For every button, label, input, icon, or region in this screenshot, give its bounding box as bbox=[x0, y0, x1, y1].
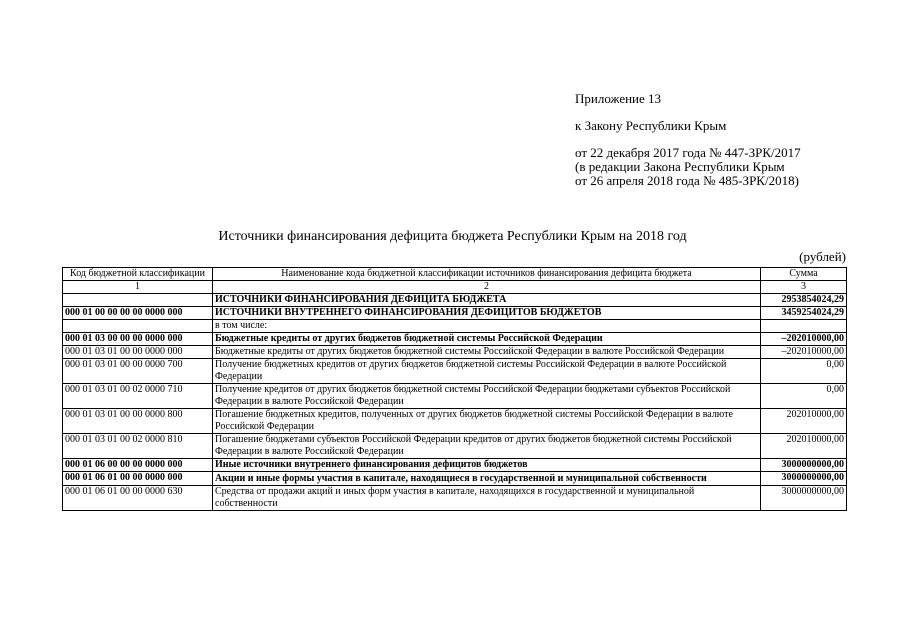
row-name: в том числе: bbox=[213, 320, 761, 333]
row-sum bbox=[761, 320, 847, 333]
row-code: 000 01 00 00 00 00 0000 000 bbox=[63, 307, 213, 320]
column-number-2: 2 bbox=[213, 281, 761, 294]
row-code: 000 01 03 01 00 02 0000 810 bbox=[63, 434, 213, 459]
row-code: 000 01 06 01 00 00 0000 630 bbox=[63, 486, 213, 511]
table-row bbox=[63, 409, 847, 434]
table-header-row bbox=[63, 268, 847, 281]
table-row bbox=[63, 333, 847, 346]
row-code: 000 01 06 01 00 00 0000 000 bbox=[63, 472, 213, 486]
appendix-line-1: Приложение 13 bbox=[575, 91, 662, 106]
row-name: Погашение бюджетами субъектов Российской Федерации кредитов от других бюджетов бюджетной системы Российской Федерации в валюте Российской Федерации bbox=[213, 434, 761, 459]
table-row bbox=[63, 472, 847, 486]
table-row bbox=[63, 486, 847, 511]
appendix-line-4: (в редакции Закона Республики Крым bbox=[575, 159, 785, 174]
row-name: Получение кредитов от других бюджетов бюджетной системы Российской Федерации бюджетами субъектов Российской Федерации в валюте Российской Федерации bbox=[213, 384, 761, 409]
table-row bbox=[63, 459, 847, 472]
appendix-line-5: от 26 апреля 2018 года № 485-ЗРК/2018) bbox=[575, 173, 799, 188]
row-sum: 0,00 bbox=[761, 384, 847, 409]
row-sum: 202010000,00 bbox=[761, 409, 847, 434]
row-sum: 3000000000,00 bbox=[761, 459, 847, 472]
row-sum: 3459254024,29 bbox=[761, 307, 847, 320]
row-name: Получение бюджетных кредитов от других бюджетов бюджетной системы Российской Федерации в валюте Российской Федерации bbox=[213, 359, 761, 384]
table-row bbox=[63, 320, 847, 333]
row-code: 000 01 03 01 00 00 0000 700 bbox=[63, 359, 213, 384]
header-name: Наименование кода бюджетной классификации источников финансирования дефицита бюджета bbox=[213, 268, 761, 281]
row-name: Иные источники внутреннего финансирования дефицитов бюджетов bbox=[213, 459, 761, 472]
row-sum: 3000000000,00 bbox=[761, 486, 847, 511]
column-number-row bbox=[63, 281, 847, 294]
page-title: Источники финансирования дефицита бюджета Республики Крым на 2018 год bbox=[218, 229, 687, 244]
table-row bbox=[63, 346, 847, 359]
row-sum: –202010000,00 bbox=[761, 346, 847, 359]
appendix-line-3: от 22 декабря 2017 года № 447-ЗРК/2017 bbox=[575, 145, 801, 160]
row-name: Средства от продажи акций и иных форм участия в капитале, находящихся в государственной и муниципальной собственности bbox=[213, 486, 761, 511]
table-body bbox=[63, 294, 847, 511]
row-sum: 0,00 bbox=[761, 359, 847, 384]
row-sum: 202010000,00 bbox=[761, 434, 847, 459]
column-number-1: 1 bbox=[63, 281, 213, 294]
unit-label: (рублей) bbox=[799, 249, 846, 264]
row-name: Погашение бюджетных кредитов, полученных от других бюджетов бюджетной системы Российской Федерации в валюте Российской Федерации bbox=[213, 409, 761, 434]
row-sum: 3000000000,00 bbox=[761, 472, 847, 486]
row-sum: 2953854024,29 bbox=[761, 294, 847, 307]
row-code bbox=[63, 294, 213, 307]
row-code: 000 01 06 00 00 00 0000 000 bbox=[63, 459, 213, 472]
row-name: ИСТОЧНИКИ ВНУТРЕННЕГО ФИНАНСИРОВАНИЯ ДЕФИЦИТОВ БЮДЖЕТОВ bbox=[213, 307, 761, 320]
row-code: 000 01 03 01 00 00 0000 800 bbox=[63, 409, 213, 434]
appendix-line-2: к Закону Республики Крым bbox=[575, 118, 727, 133]
header-code: Код бюджетной классификации bbox=[63, 268, 213, 281]
appendix-block bbox=[575, 92, 801, 188]
row-code: 000 01 03 01 00 00 0000 000 bbox=[63, 346, 213, 359]
row-name: Бюджетные кредиты от других бюджетов бюджетной системы Российской Федерации bbox=[213, 333, 761, 346]
row-code: 000 01 03 00 00 00 0000 000 bbox=[63, 333, 213, 346]
column-number-3: 3 bbox=[761, 281, 847, 294]
row-sum: –202010000,00 bbox=[761, 333, 847, 346]
table-row bbox=[63, 307, 847, 320]
table-row bbox=[63, 294, 847, 307]
row-name: Акции и иные формы участия в капитале, находящиеся в государственной и муниципальной собственности bbox=[213, 472, 761, 486]
row-code bbox=[63, 320, 213, 333]
table-row bbox=[63, 384, 847, 409]
row-code: 000 01 03 01 00 02 0000 710 bbox=[63, 384, 213, 409]
table-row bbox=[63, 434, 847, 459]
row-name: ИСТОЧНИКИ ФИНАНСИРОВАНИЯ ДЕФИЦИТА БЮДЖЕТА bbox=[213, 294, 761, 307]
header-sum: Сумма bbox=[761, 268, 847, 281]
row-name: Бюджетные кредиты от других бюджетов бюджетной системы Российской Федерации в валюте Российской Федерации bbox=[213, 346, 761, 359]
table-row bbox=[63, 359, 847, 384]
financing-sources-table bbox=[62, 267, 847, 511]
